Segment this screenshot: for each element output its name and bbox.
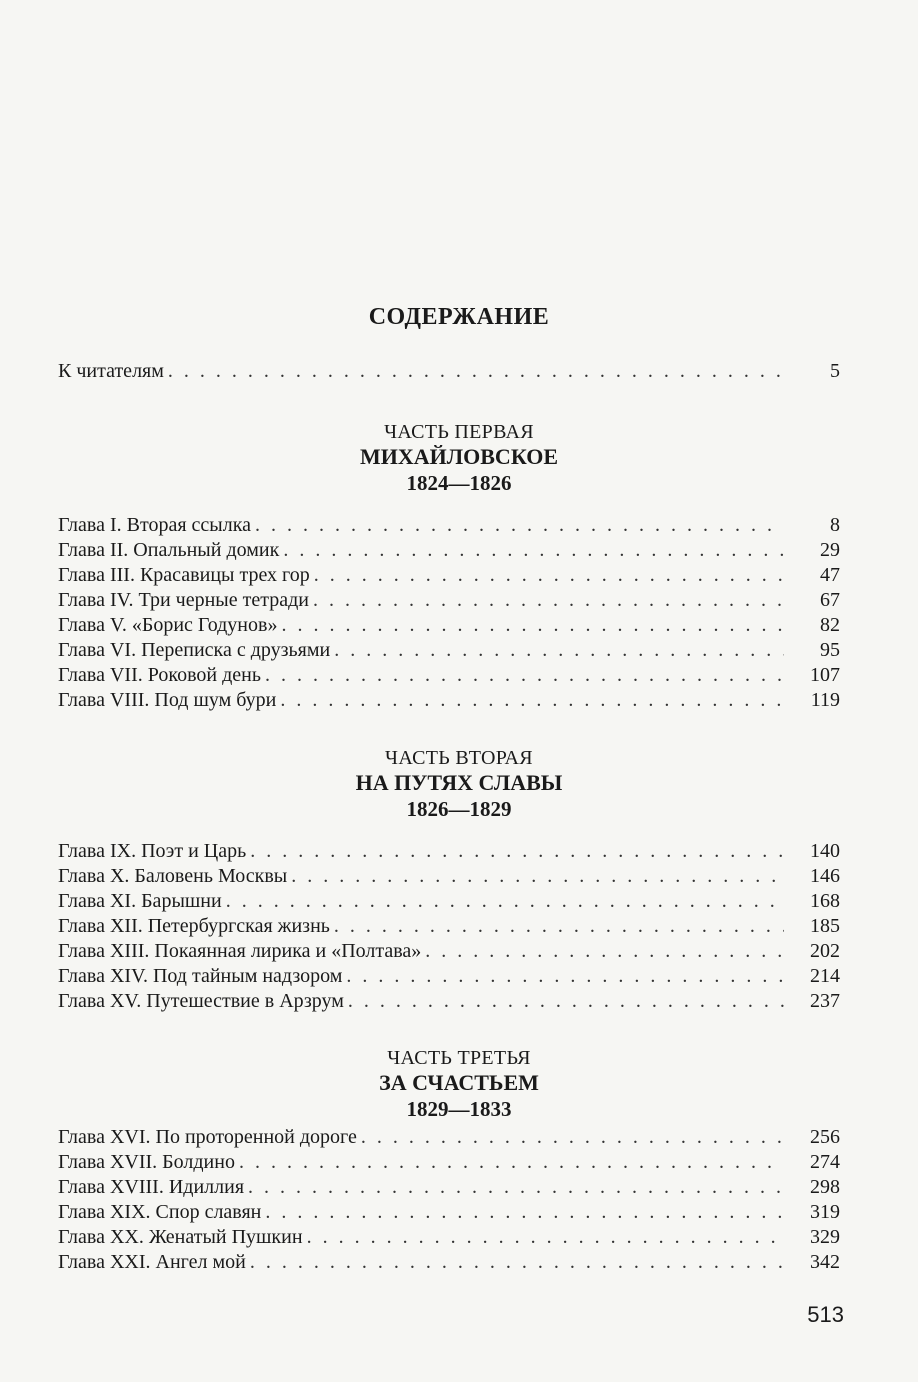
part-heading-3 — [0, 1046, 918, 1122]
part-years: 1826—1829 — [406, 797, 512, 821]
toc-entry — [58, 838, 840, 864]
leader-dots — [348, 988, 784, 1014]
entry-label: Глава VII. Роковой день — [58, 664, 261, 686]
entry-label: Глава XX. Женатый Пушкин — [58, 1226, 303, 1248]
toc-entry — [58, 1174, 840, 1200]
entry-page: 95 — [820, 639, 840, 661]
toc-entry — [58, 637, 840, 663]
entry-label: Глава X. Баловень Москвы — [58, 865, 288, 887]
toc-entry — [58, 963, 840, 989]
leader-dots — [334, 913, 784, 939]
entry-label: Глава IX. Поэт и Царь — [58, 840, 247, 862]
leader-dots — [265, 662, 784, 688]
toc-title: СОДЕРЖАНИЕ — [368, 304, 550, 330]
entry-page: 202 — [810, 940, 840, 962]
part-name: НА ПУТЯХ СЛАВЫ — [355, 770, 563, 795]
entry-page: 185 — [810, 915, 840, 937]
part-label: ЧАСТЬ ПЕРВАЯ — [384, 421, 534, 443]
entry-label: Глава V. «Борис Годунов» — [58, 614, 278, 636]
toc-entry — [58, 1224, 840, 1250]
entry-label: Глава III. Красавицы трех гор — [58, 564, 310, 586]
entry-page: 329 — [810, 1226, 840, 1248]
part-heading-2 — [0, 746, 918, 822]
entry-label: Глава XVIII. Идиллия — [58, 1176, 245, 1198]
entry-page: 47 — [820, 564, 840, 586]
toc-entry — [58, 687, 840, 713]
entry-page: 342 — [810, 1251, 840, 1273]
leader-dots — [265, 1199, 784, 1225]
toc-entry — [58, 1249, 840, 1275]
entry-page: 237 — [810, 990, 840, 1012]
page-number: 513 — [807, 1302, 844, 1327]
leader-dots — [334, 637, 784, 663]
entry-page: 82 — [820, 614, 840, 636]
toc-entry — [58, 537, 840, 563]
entry-page: 107 — [810, 664, 840, 686]
entry-label: Глава VIII. Под шум бури — [58, 689, 277, 711]
leader-dots — [425, 938, 784, 964]
entry-label: Глава XIII. Покаянная лирика и «Полтава» — [58, 940, 422, 962]
entry-page: 8 — [830, 514, 840, 536]
toc-entry — [58, 888, 840, 914]
leader-dots — [281, 612, 784, 638]
toc-entry — [58, 1199, 840, 1225]
entry-label: Глава XI. Барышни — [58, 890, 222, 912]
toc-entry — [58, 587, 840, 613]
entry-page: 5 — [830, 360, 840, 382]
entry-label: Глава XVII. Болдино — [58, 1151, 235, 1173]
leader-dots — [314, 562, 784, 588]
entry-page: 146 — [810, 865, 840, 887]
leader-dots — [280, 687, 784, 713]
leader-dots — [313, 587, 784, 613]
toc-entry — [58, 938, 840, 964]
entry-label: Глава IV. Три черные тетради — [58, 589, 309, 611]
leader-dots — [248, 1174, 784, 1200]
entry-label: Глава XVI. По проторенной дороге — [58, 1126, 357, 1148]
leader-dots — [239, 1149, 784, 1175]
toc-entry — [58, 913, 840, 939]
toc-entry — [58, 863, 840, 889]
entry-page: 67 — [820, 589, 840, 611]
entry-label: Глава XII. Петербургская жизнь — [58, 915, 330, 937]
toc-entry — [58, 512, 840, 538]
entry-page: 119 — [810, 689, 840, 711]
leader-dots — [346, 963, 784, 989]
entry-page: 256 — [810, 1126, 840, 1148]
entry-label: Глава XIV. Под тайным надзором — [58, 965, 343, 987]
entry-label: Глава II. Опальный домик — [58, 539, 280, 561]
leader-dots — [250, 838, 784, 864]
entry-page: 140 — [810, 840, 840, 862]
leader-dots — [291, 863, 784, 889]
entry-page: 214 — [810, 965, 840, 987]
entry-label: Глава XIX. Спор славян — [58, 1201, 262, 1223]
entry-label: Глава I. Вторая ссылка — [58, 514, 251, 536]
entry-label: Глава XV. Путешествие в Арзрум — [58, 990, 344, 1012]
toc-entry — [58, 1124, 840, 1150]
toc-entry — [58, 562, 840, 588]
part-name: ЗА СЧАСТЬЕМ — [379, 1070, 539, 1095]
toc-entry — [58, 988, 840, 1014]
entry-page: 168 — [810, 890, 840, 912]
leader-dots — [226, 888, 784, 914]
toc-entry — [58, 1149, 840, 1175]
entry-label: Глава VI. Переписка с друзьями — [58, 639, 331, 661]
entry-label: Глава XXI. Ангел мой — [58, 1251, 246, 1273]
leader-dots — [250, 1249, 784, 1275]
part-heading-1 — [0, 420, 918, 496]
leader-dots — [168, 358, 784, 384]
part-name: МИХАЙЛОВСКОЕ — [359, 444, 559, 469]
entry-page: 274 — [810, 1151, 840, 1173]
leader-dots — [361, 1124, 784, 1150]
toc-entry-intro — [58, 358, 840, 384]
part-years: 1829—1833 — [406, 1097, 512, 1121]
part-years: 1824—1826 — [406, 471, 512, 495]
leader-dots — [307, 1224, 784, 1250]
part-label: ЧАСТЬ ВТОРАЯ — [385, 747, 533, 769]
entry-page: 298 — [810, 1176, 840, 1198]
part-label: ЧАСТЬ ТРЕТЬЯ — [387, 1047, 531, 1069]
toc-entry — [58, 612, 840, 638]
toc-entry — [58, 662, 840, 688]
entry-page: 319 — [810, 1201, 840, 1223]
entry-page: 29 — [820, 539, 840, 561]
leader-dots — [283, 537, 784, 563]
entry-label: К читателям — [58, 360, 164, 382]
leader-dots — [255, 512, 784, 538]
